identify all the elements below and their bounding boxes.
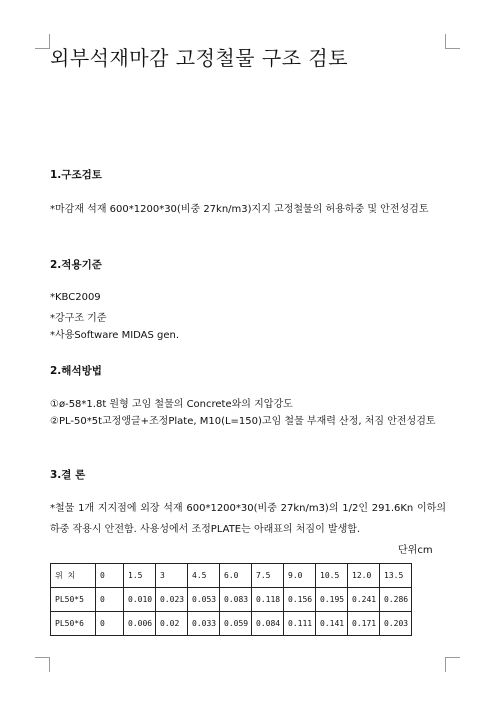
standard-item-kbc: *KBC2009: [50, 292, 101, 303]
table-cell: 0.241: [348, 588, 380, 612]
table-row: [51, 588, 412, 612]
table-cell: 9.0: [284, 564, 316, 588]
table-cell: 0.010: [124, 588, 156, 612]
section-heading-conclusion: 3.결 론: [50, 469, 86, 481]
table-cell: 0.286: [380, 588, 412, 612]
crop-mark-top-right: [445, 34, 460, 49]
table-cell: 위 치: [51, 564, 96, 588]
table-cell: PL50*5: [51, 588, 96, 612]
table-cell: 0: [96, 612, 124, 636]
table-cell: 0.118: [252, 588, 284, 612]
table-cell: 7.5: [252, 564, 284, 588]
table-cell: 0.141: [316, 612, 348, 636]
table-cell: 0.171: [348, 612, 380, 636]
section-heading-standards: 2.적용기준: [50, 259, 102, 271]
table-cell: PL50*6: [51, 612, 96, 636]
conclusion-body: *철물 1개 지지점에 외장 석재 600*1200*30(비중 27kn/m3)의 1/2인 291.6Kn 이하의 하중 작용시 안전함. 사용성에서 조정PLATE는 아래표의 처짐이 발생함.: [50, 503, 446, 535]
table-cell: 0.195: [316, 588, 348, 612]
table-cell: 0.033: [188, 612, 220, 636]
table-cell: 0.023: [156, 588, 188, 612]
analysis-item-2: ②PL-50*5t고정앵글+조정Plate, M10(L=150)고임 철물 부재력 산정, 처짐 안전성검토: [50, 416, 436, 427]
table-row: [51, 612, 412, 636]
table-cell: 0.084: [252, 612, 284, 636]
table-cell: 0.059: [220, 612, 252, 636]
deflection-table: [50, 563, 412, 636]
table-cell: 0.006: [124, 612, 156, 636]
crop-mark-top-left: [35, 34, 50, 49]
table-cell: 0.083: [220, 588, 252, 612]
standard-item-steel: *강구조 기준: [50, 313, 107, 324]
section-heading-analysis-method: 2.해석방법: [50, 365, 102, 377]
table-cell: 12.0: [348, 564, 380, 588]
standard-item-software: *사용Software MIDAS gen.: [50, 330, 180, 341]
table-header-row: [51, 564, 412, 588]
table-cell: 10.5: [316, 564, 348, 588]
crop-mark-bottom-right: [445, 657, 460, 672]
table-cell: 6.0: [220, 564, 252, 588]
table-cell: 0: [96, 564, 124, 588]
analysis-item-1: ①ø-58*1.8t 원형 고임 철물의 Concrete와의 지압강도: [50, 399, 293, 410]
table-cell: 0.203: [380, 612, 412, 636]
section-heading-structural-review: 1.구조검토: [50, 169, 102, 181]
table-cell: 0.053: [188, 588, 220, 612]
table-cell: 0.02: [156, 612, 188, 636]
table-cell: 0.111: [284, 612, 316, 636]
document-title: 외부석재마감 고정철물 구조 검토: [50, 46, 349, 70]
unit-label: 단위cm: [398, 545, 433, 556]
section-body-structural-review: *마감재 석재 600*1200*30(비중 27kn/m3)지지 고정철물의 허용하중 및 안전성검토: [50, 204, 429, 215]
table-cell: 0.156: [284, 588, 316, 612]
table-cell: 13.5: [380, 564, 412, 588]
table-cell: 0: [96, 588, 124, 612]
table-cell: 1.5: [124, 564, 156, 588]
table-cell: 4.5: [188, 564, 220, 588]
table-cell: 3: [156, 564, 188, 588]
crop-mark-bottom-left: [35, 657, 50, 672]
